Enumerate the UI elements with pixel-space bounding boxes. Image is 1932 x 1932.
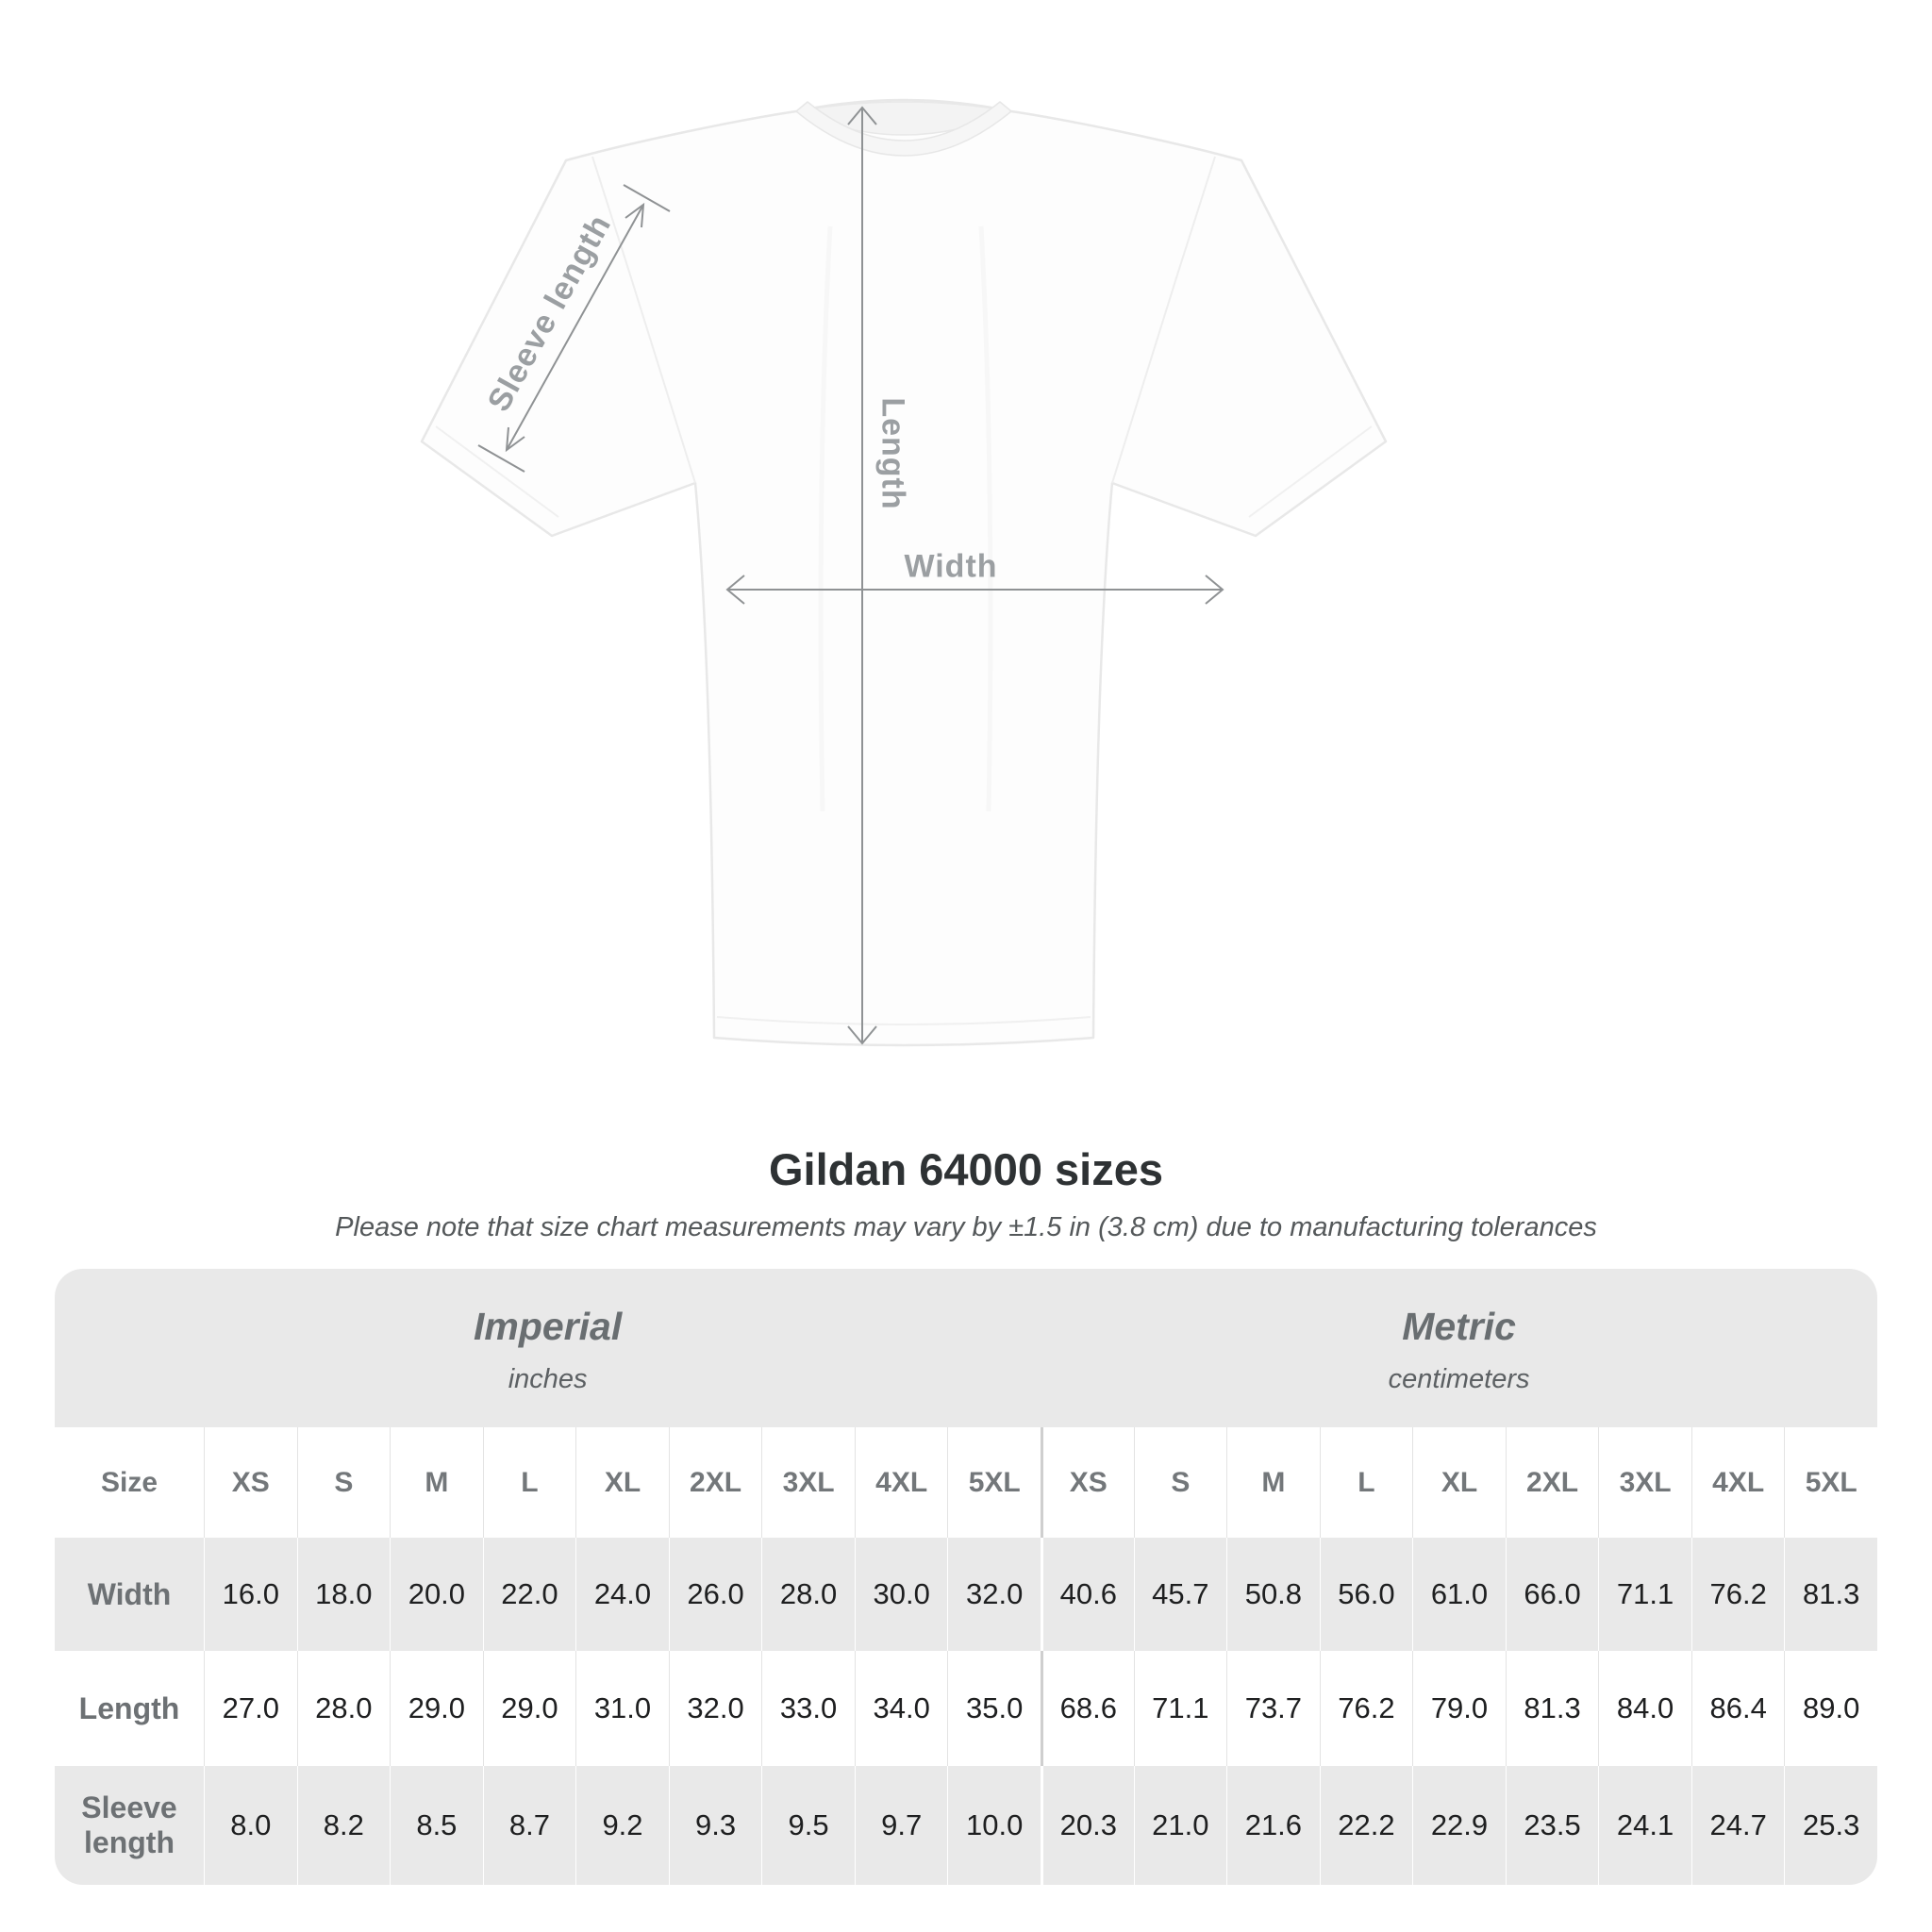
size-header-cell: 4XL xyxy=(1691,1427,1785,1538)
size-column-header: Size xyxy=(100,1466,158,1498)
measurement-cell: 8.0 xyxy=(204,1766,297,1885)
imperial-unit: inches xyxy=(508,1364,588,1394)
size-header-cell: XL xyxy=(1412,1427,1506,1538)
measurement-cell: 8.7 xyxy=(483,1766,576,1885)
measurement-cell: 81.3 xyxy=(1784,1538,1877,1651)
measurement-cell: 28.0 xyxy=(297,1651,391,1766)
measurement-cell: 79.0 xyxy=(1412,1651,1506,1766)
measurement-cell: 76.2 xyxy=(1320,1651,1413,1766)
measurement-cell: 89.0 xyxy=(1784,1651,1877,1766)
measurement-cell: 34.0 xyxy=(855,1651,948,1766)
size-header-cell: 3XL xyxy=(761,1427,855,1538)
measurement-cell: 66.0 xyxy=(1506,1538,1599,1651)
measurement-cell: 8.2 xyxy=(297,1766,391,1885)
size-header-cell: M xyxy=(1226,1427,1320,1538)
measurement-cell: 20.3 xyxy=(1041,1766,1134,1885)
size-table xyxy=(55,1269,1877,1885)
width-row xyxy=(55,1538,1877,1651)
size-header-row xyxy=(55,1427,1877,1538)
measurement-cell: 71.1 xyxy=(1134,1651,1227,1766)
page-title: Gildan 64000 sizes xyxy=(768,1144,1164,1194)
measurement-cell: 45.7 xyxy=(1134,1538,1227,1651)
measurement-cell: 9.5 xyxy=(761,1766,855,1885)
measurement-cell: 76.2 xyxy=(1691,1538,1785,1651)
length-row xyxy=(55,1651,1877,1766)
measurement-cell: 31.0 xyxy=(575,1651,669,1766)
metric-title: Metric xyxy=(1402,1305,1516,1348)
measurement-cell: 24.7 xyxy=(1691,1766,1785,1885)
measurement-cell: 21.6 xyxy=(1226,1766,1320,1885)
measurement-cell: 18.0 xyxy=(297,1538,391,1651)
measurement-cell: 61.0 xyxy=(1412,1538,1506,1651)
row-label-length: Length xyxy=(78,1690,180,1725)
measurement-cell: 10.0 xyxy=(947,1766,1041,1885)
size-header-cell: 5XL xyxy=(1784,1427,1877,1538)
measurement-cell: 9.2 xyxy=(575,1766,669,1885)
imperial-header xyxy=(55,1269,1041,1427)
size-header-cell: XL xyxy=(575,1427,669,1538)
measurement-cell: 29.0 xyxy=(390,1651,483,1766)
page-subtitle: Please note that size chart measurements may vary by ±1.5 in (3.8 cm) due to manufacturing tolerances xyxy=(335,1212,1597,1242)
measurement-cell: 22.9 xyxy=(1412,1766,1506,1885)
unit-header-band xyxy=(55,1269,1877,1427)
measurement-cell: 27.0 xyxy=(204,1651,297,1766)
measurement-cell: 56.0 xyxy=(1320,1538,1413,1651)
size-header-cell: L xyxy=(1320,1427,1413,1538)
measurement-cell: 26.0 xyxy=(669,1538,762,1651)
measurement-cell: 86.4 xyxy=(1691,1651,1785,1766)
measurement-cell: 24.0 xyxy=(575,1538,669,1651)
measurement-cell: 68.6 xyxy=(1041,1651,1134,1766)
measurement-cell: 40.6 xyxy=(1041,1538,1134,1651)
measurement-cell: 22.0 xyxy=(483,1538,576,1651)
size-header-cell: S xyxy=(1134,1427,1227,1538)
row-label-width: Width xyxy=(87,1576,172,1611)
measurement-cell: 25.3 xyxy=(1784,1766,1877,1885)
row-label-sleeve-length: Sleeve length xyxy=(81,1790,177,1859)
measurement-cell: 22.2 xyxy=(1320,1766,1413,1885)
measurement-cell: 20.0 xyxy=(390,1538,483,1651)
measurement-cell: 32.0 xyxy=(947,1538,1041,1651)
size-header-cell: 5XL xyxy=(947,1427,1041,1538)
measurement-cell: 33.0 xyxy=(761,1651,855,1766)
sleeve-length-row xyxy=(55,1766,1877,1885)
measurement-cell: 16.0 xyxy=(204,1538,297,1651)
length-label: Length xyxy=(874,397,911,510)
metric-header xyxy=(1041,1269,1877,1427)
size-header-cell: 2XL xyxy=(1506,1427,1599,1538)
sleeve-length-label: Sleeve length xyxy=(480,208,619,418)
size-header-cell: S xyxy=(297,1427,391,1538)
width-label: Width xyxy=(904,548,998,585)
measurement-cell: 73.7 xyxy=(1226,1651,1320,1766)
measurement-cell: 30.0 xyxy=(855,1538,948,1651)
measurement-cell: 35.0 xyxy=(947,1651,1041,1766)
measurement-cell: 50.8 xyxy=(1226,1538,1320,1651)
measurement-cell: 84.0 xyxy=(1598,1651,1691,1766)
size-header-cell: XS xyxy=(204,1427,297,1538)
measurement-cell: 29.0 xyxy=(483,1651,576,1766)
size-header-cell: XS xyxy=(1041,1427,1134,1538)
measurement-cell: 9.3 xyxy=(669,1766,762,1885)
imperial-title: Imperial xyxy=(473,1305,623,1348)
metric-unit: centimeters xyxy=(1388,1364,1530,1394)
size-header-cell: 2XL xyxy=(669,1427,762,1538)
measurement-cell: 9.7 xyxy=(855,1766,948,1885)
measurement-cell: 71.1 xyxy=(1598,1538,1691,1651)
measurement-cell: 81.3 xyxy=(1506,1651,1599,1766)
measurement-cell: 32.0 xyxy=(669,1651,762,1766)
size-header-cell: L xyxy=(483,1427,576,1538)
measurement-cell: 23.5 xyxy=(1506,1766,1599,1885)
measurement-cell: 24.1 xyxy=(1598,1766,1691,1885)
size-header-cell: 3XL xyxy=(1598,1427,1691,1538)
measurement-cell: 8.5 xyxy=(390,1766,483,1885)
measurement-cell: 21.0 xyxy=(1134,1766,1227,1885)
size-header-cell: M xyxy=(390,1427,483,1538)
measurement-cell: 28.0 xyxy=(761,1538,855,1651)
size-header-cell: 4XL xyxy=(855,1427,948,1538)
